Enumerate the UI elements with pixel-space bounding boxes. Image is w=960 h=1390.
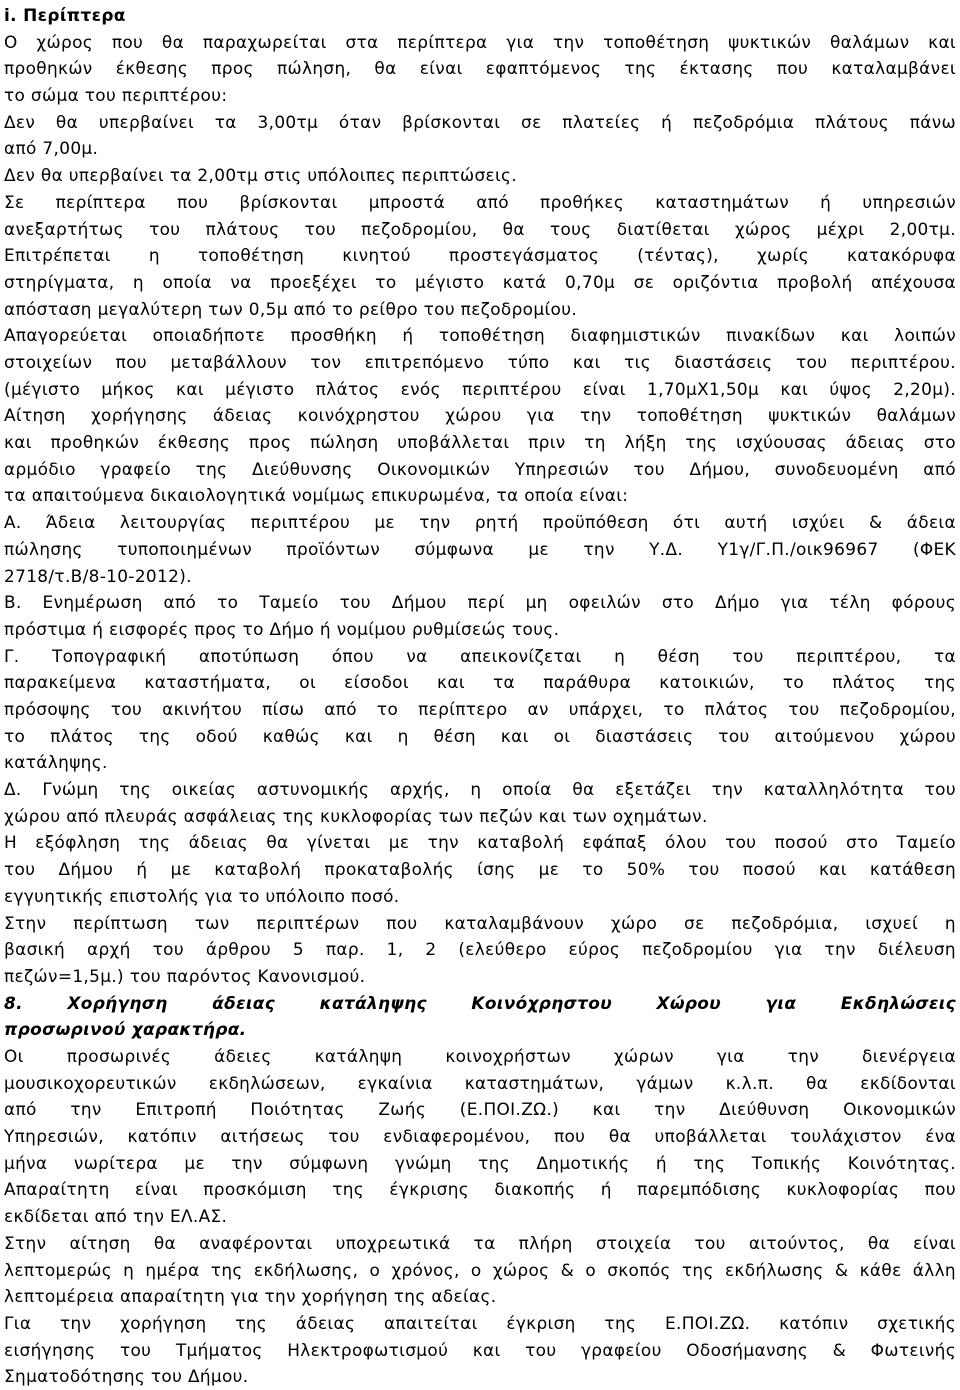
text-line: Η εξόφληση της άδειας θα γίνεται με την καταβολή εφάπαξ όλου του ποσού στο Ταμείο xyxy=(4,832,956,853)
text-line: i. Περίπτερα xyxy=(4,5,126,25)
text-line: το σώμα του περιπτέρου: xyxy=(4,85,228,106)
text-line: εγγυητικής επιστολής για το υπόλοιπο ποσό. xyxy=(4,885,400,906)
text-line: τα απαιτούμενα δικαιολογητικά νομίμως επικυρωμένα, τα οποία είναι: xyxy=(4,485,629,506)
text-line: Δεν θα υπερβαίνει τα 3,00τμ όταν βρίσκονται σε πλατείες ή πεζοδρόμια πλάτους πάνω xyxy=(4,111,956,132)
text-line: Υπηρεσιών, κατόπιν αιτήσεως του ενδιαφερομένου, που θα υποβάλλεται τουλάχιστον ένα xyxy=(4,1126,956,1147)
text-line: Γ. Τοπογραφική αποτύπωση όπου να απεικονίζεται η θέση του περιπτέρου, τα xyxy=(4,645,956,666)
text-line: από την Επιτροπή Ποιότητας Ζωής (Ε.ΠΟΙ.ΖΩ.) και την Διεύθυνση Οικονομικών xyxy=(4,1099,956,1120)
text-line: βασική αρχή του άρθρου 5 παρ. 1, 2 (ελεύθερο εύρος πεζοδρομίου για την διέλευση xyxy=(4,939,956,960)
text-line: αρμόδιο γραφείο της Διεύθυνσης Οικονομικών Υπηρεσιών του Δήμου, συνοδευομένη από xyxy=(4,458,956,479)
text-line: Στην αίτηση θα αναφέρονται υποχρεωτικά τα πλήρη στοιχεία του αιτούντος, θα είναι xyxy=(4,1232,956,1253)
text-line: ανεξαρτήτως του πλάτους του πεζοδρομίου, θα τους διατίθεται χώρος μέχρι 2,00τμ. xyxy=(4,218,956,239)
text-line: Δ. Γνώμη της οικείας αστυνομικής αρχής, η οποία θα εξετάζει την καταλληλότητα του xyxy=(4,779,956,800)
text-line: Β. Ενημέρωση από το Ταμείο του Δήμου περί μη οφειλών στο Δήμο για τέλη φόρους xyxy=(4,592,956,613)
text-line: πώλησης τυποποιημένων προϊόντων σύμφωνα με την Υ.Δ. Υ1γ/Γ.Π./οικ96967 (ΦΕΚ xyxy=(4,538,956,559)
text-line: μουσικοχορευτικών εκδηλώσεων, εγκαίνια καταστημάτων, γάμων κ.λ.π. θα εκδίδονται xyxy=(4,1072,956,1093)
text-line: εισήγησης του Τμήματος Ηλεκτροφωτισμού και του γραφείου Οδοσήμανσης & Φωτεινής xyxy=(4,1339,956,1360)
text-line: πρόστιμα ή εισφορές προς το Δήμο ή νομίμου ρυθμίσεώς τους. xyxy=(4,618,560,639)
text-line: (μέγιστο μήκος και μέγιστο πλάτος ενός περιπτέρου είναι 1,70μΧ1,50μ και ύψος 2,20μ). xyxy=(4,378,956,399)
text-line: Αίτηση χορήγησης άδειας κοινόχρηστου χώρου για την τοποθέτηση ψυκτικών θαλάμων xyxy=(4,405,956,426)
text-line: πεζών=1,5μ.) του παρόντος Κανονισμού. xyxy=(4,965,366,986)
text-line: μήνα νωρίτερα με την σύμφωνη γνώμη της Δημοτικής ή της Τοπικής Κοινότητας. xyxy=(4,1152,956,1173)
text-line: Απαραίτητη είναι προσκόμιση της έγκρισης διακοπής ή παρεμπόδισης κυκλοφορίας που xyxy=(4,1179,956,1200)
text-line: στοιχείων που μεταβάλλουν τον επιτρεπόμενο τύπο και τις διαστάσεις του περιπτέρου. xyxy=(4,352,956,373)
text-line: προθηκών έκθεσης προς πώληση, θα είναι εφαπτόμενος της έκτασης που καταλαμβάνει xyxy=(4,58,956,79)
text-line: Α. Άδεια λειτουργίας περιπτέρου με την ρητή προϋπόθεση ότι αυτή ισχύει & άδεια xyxy=(4,512,956,533)
text-line: πρόσοψης του ακινήτου πίσω από το περίπτερο αν υπάρχει, το πλάτος του πεζοδρομίου, xyxy=(4,699,956,719)
text-line: λεπτομερώς η ημέρα της εκδήλωσης, ο χρόνος, ο χώρος & ο σκοπός της εκδήλωσης & κάθε άλλη xyxy=(4,1259,956,1280)
text-line: του Δήμου ή με καταβολή προκαταβολής ίσης με το 50% του ποσού και κατάθεση xyxy=(4,859,956,880)
text-line: παρακείμενα καταστήματα, οι είσοδοι και τα παράθυρα κατοικιών, το πλάτος της xyxy=(4,672,956,693)
text-line: εκδίδεται από την ΕΛ.ΑΣ. xyxy=(4,1206,228,1227)
text-line: απόσταση μεγαλύτερη των 0,5μ από το ρείθρο του πεζοδρομίου. xyxy=(4,298,578,319)
text-line: Επιτρέπεται η τοποθέτηση κινητού προστεγάσματος (τέντας), χωρίς κατακόρυφα xyxy=(4,245,956,266)
text-line: Σηματοδότησης του Δήμου. xyxy=(4,1366,249,1387)
text-line: Οι προσωρινές άδειες κατάληψη κοινοχρήστων χώρων για την διενέργεια xyxy=(4,1046,956,1067)
text-line: λεπτομέρεια απαραίτητη για την χορήγηση της αδείας. xyxy=(4,1286,497,1307)
text-line: Σε περίπτερα που βρίσκονται μπροστά από προθήκες καταστημάτων ή υπηρεσιών xyxy=(4,191,956,212)
text-line: Δεν θα υπερβαίνει τα 2,00τμ στις υπόλοιπες περιπτώσεις. xyxy=(4,165,518,186)
text-line: κατάληψης. xyxy=(4,752,108,773)
text-line: χώρου από πλευράς ασφάλειας της κυκλοφορίας των πεζών και των οχημάτων. xyxy=(4,805,708,826)
text-line: 2718/τ.Β/8-10-2012). xyxy=(4,565,192,586)
text-line: και προθηκών έκθεσης προς πώληση υποβάλλεται πριν τη λήξη της ισχύουσας άδειας στο xyxy=(4,432,956,453)
text-line: 8. Χορήγηση άδειας κατάληψης Κοινόχρηστου Χώρου για Εκδηλώσεις xyxy=(4,992,956,1013)
text-line: στηρίγματα, η οποία να προεξέχει το μέγιστο κατά 0,70μ σε οριζόντια προβολή απέχουσα xyxy=(4,271,956,292)
text-line: προσωρινού χαρακτήρα. xyxy=(4,1019,247,1040)
text-line: από 7,00μ. xyxy=(4,138,99,159)
text-line: το πλάτος της οδού καθώς και η θέση και οι διαστάσεις του αιτούμενου χώρου xyxy=(4,725,956,746)
text-line: Ο χώρος που θα παραχωρείται στα περίπτερα για την τοποθέτηση ψυκτικών θαλάμων και xyxy=(4,31,956,52)
text-line: Απαγορεύεται οποιαδήποτε προσθήκη ή τοποθέτηση διαφημιστικών πινακίδων και λοιπών xyxy=(4,325,956,346)
text-line: Στην περίπτωση των περιπτέρων που καταλαμβάνουν χώρο σε πεζοδρόμια, ισχυεί η xyxy=(4,912,956,933)
text-line: Για την χορήγηση της άδειας απαιτείται έγκριση της Ε.ΠΟΙ.ΖΩ. κατόπιν σχετικής xyxy=(4,1312,956,1333)
